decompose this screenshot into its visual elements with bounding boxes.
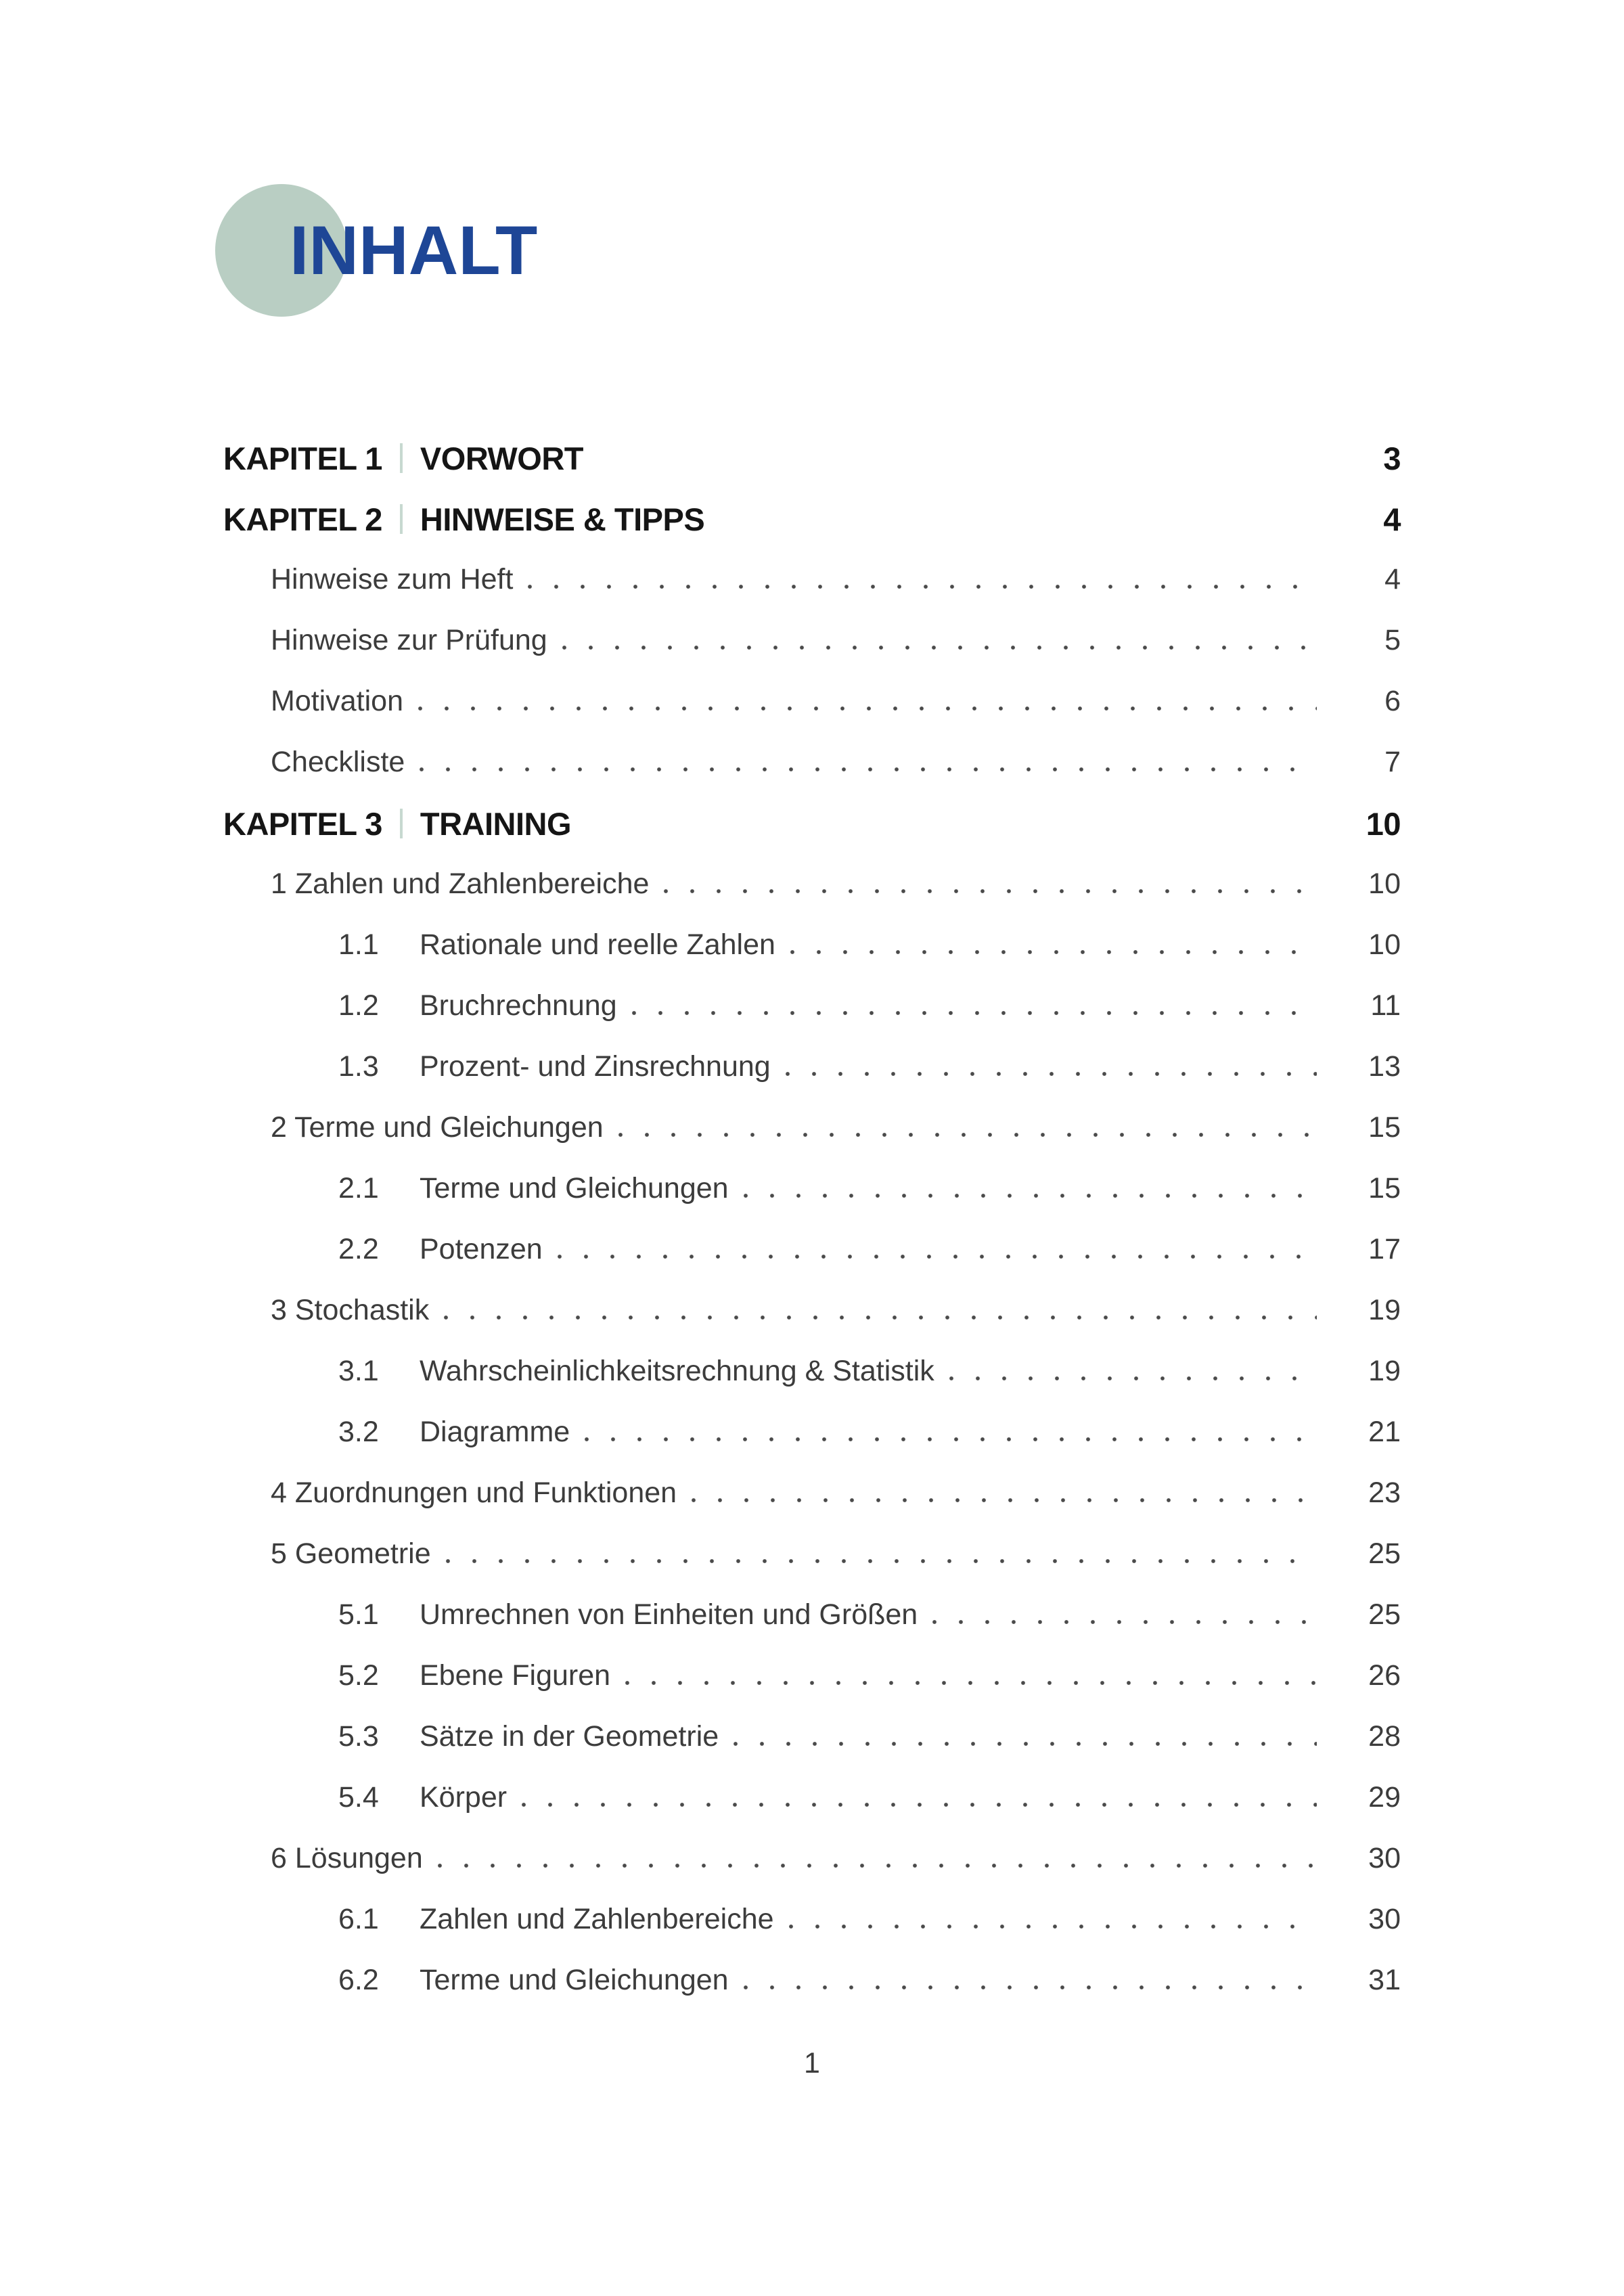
chapter-label: KAPITEL 1 [223,440,382,476]
subsection-title: Terme und Gleichungen [420,1964,729,1996]
subsection-page-number: 31 [1368,1964,1401,1996]
dot-leader [444,1315,1317,1320]
subsection-page-number: 29 [1368,1781,1401,1814]
subsection-title: Potenzen [420,1233,543,1265]
chapter-divider-bar [400,809,403,838]
subsection-page-number: 19 [1368,1355,1401,1387]
dot-leader [949,1376,1317,1380]
subsection-title: Rationale und reelle Zahlen [420,928,775,961]
section-page-number: 4 [1384,563,1401,595]
dot-leader [932,1620,1317,1624]
toc-subsection-row [223,1720,1401,1754]
section-page-number: 30 [1368,1842,1401,1874]
subsection-number: 1.3 [338,1050,379,1083]
toc-section-row [223,1537,1401,1571]
subsection-page-number: 10 [1368,928,1401,961]
section-title: Motivation [271,685,403,717]
subsection-number: 3.1 [338,1355,379,1387]
chapter-page-number: 10 [1366,805,1401,842]
chapter-divider-bar [400,504,403,534]
section-page-number: 19 [1368,1294,1401,1326]
section-title: Checkliste [271,746,405,778]
subsection-number: 2.2 [338,1233,379,1265]
toc-subsection-row [223,928,1401,962]
toc-subsection-row [223,1050,1401,1084]
subsection-title: Prozent- und Zinsrechnung [420,1050,771,1083]
section-title: 3 Stochastik [271,1294,430,1326]
subsection-page-number: 15 [1368,1172,1401,1205]
toc-chapter-row [223,441,1401,475]
subsection-page-number: 11 [1370,989,1401,1022]
subsection-title: Wahrscheinlichkeitsrechnung & Statistik [420,1355,934,1387]
section-page-number: 6 [1384,685,1401,717]
dot-leader [446,1559,1317,1563]
toc-chapter-row [223,807,1401,840]
subsection-number: 5.2 [338,1659,379,1692]
dot-leader [786,1072,1317,1076]
dot-leader [558,1255,1317,1259]
section-title: Hinweise zur Prüfung [271,624,547,656]
subsection-number: 5.4 [338,1781,379,1814]
section-title: 4 Zuordnungen und Funktionen [271,1477,677,1509]
dot-leader [692,1498,1317,1502]
toc-section-row [223,1477,1401,1510]
subsection-number: 2.1 [338,1172,379,1205]
toc-section-row [223,1111,1401,1145]
subsection-number: 6.1 [338,1903,379,1935]
dot-leader [618,1133,1317,1137]
chapter-label: KAPITEL 3 [223,805,382,842]
section-title: Hinweise zum Heft [271,563,514,595]
page-title: INHALT [290,211,538,289]
toc-chapter-row [223,502,1401,536]
toc-subsection-row [223,1659,1401,1693]
subsection-title: Umrechnen von Einheiten und Größen [420,1598,918,1631]
dot-leader [664,889,1317,893]
subsection-number: 5.3 [338,1720,379,1753]
dot-leader [734,1742,1317,1746]
toc-subsection-row [223,1233,1401,1267]
subsection-title: Körper [420,1781,508,1814]
subsection-page-number: 21 [1368,1416,1401,1448]
section-page-number: 7 [1384,746,1401,778]
subsection-number: 5.1 [338,1598,379,1631]
toc-section-row [223,563,1401,597]
dot-leader [744,1194,1317,1198]
toc-subsection-row [223,989,1401,1023]
chapter-page-number: 4 [1383,501,1401,537]
toc-subsection-row [223,1781,1401,1815]
subsection-title: Ebene Figuren [420,1659,611,1692]
section-page-number: 10 [1368,868,1401,900]
subsection-title: Bruchrechnung [420,989,617,1022]
section-title: 1 Zahlen und Zahlenbereiche [271,868,650,900]
toc-section-row [223,1294,1401,1328]
dot-leader [790,950,1317,954]
dot-leader [789,1924,1317,1929]
toc-section-row [223,624,1401,658]
toc-list [223,415,1401,2025]
dot-leader [562,646,1317,650]
section-page-number: 25 [1368,1537,1401,1570]
page-number: 1 [804,2047,820,2079]
dot-leader [744,1985,1317,1989]
dot-leader [528,585,1317,589]
toc-subsection-row [223,1598,1401,1632]
dot-leader [585,1437,1317,1441]
toc-subsection-row [223,1903,1401,1937]
subsection-title: Zahlen und Zahlenbereiche [420,1903,774,1935]
subsection-page-number: 30 [1368,1903,1401,1935]
chapter-label: KAPITEL 2 [223,501,382,537]
toc-section-row [223,685,1401,719]
chapter-title: HINWEISE & TIPPS [420,501,705,537]
dot-leader [632,1011,1317,1015]
section-title: 5 Geometrie [271,1537,431,1570]
toc-subsection-row [223,1355,1401,1389]
subsection-page-number: 13 [1368,1050,1401,1083]
toc-section-row [223,1842,1401,1876]
chapter-title: VORWORT [420,440,583,476]
dot-leader [522,1803,1317,1807]
dot-leader [438,1864,1317,1868]
subsection-page-number: 17 [1368,1233,1401,1265]
subsection-page-number: 26 [1368,1659,1401,1692]
toc-section-row [223,868,1401,901]
toc-section-row [223,746,1401,780]
section-page-number: 15 [1368,1111,1401,1144]
subsection-number: 1.2 [338,989,379,1022]
subsection-number: 1.1 [338,928,379,961]
subsection-title: Terme und Gleichungen [420,1172,729,1205]
subsection-number: 3.2 [338,1416,379,1448]
subsection-title: Sätze in der Geometrie [420,1720,719,1753]
chapter-divider-bar [400,443,403,473]
subsection-number: 6.2 [338,1964,379,1996]
section-title: 2 Terme und Gleichungen [271,1111,604,1144]
subsection-page-number: 28 [1368,1720,1401,1753]
section-title: 6 Lösungen [271,1842,423,1874]
dot-leader [418,706,1317,711]
page-footer [0,2047,1624,2080]
chapter-title: TRAINING [420,805,572,842]
dot-leader [420,767,1317,771]
subsection-page-number: 25 [1368,1598,1401,1631]
dot-leader [625,1681,1317,1685]
toc-subsection-row [223,1172,1401,1206]
subsection-title: Diagramme [420,1416,570,1448]
chapter-page-number: 3 [1383,440,1401,476]
section-page-number: 5 [1384,624,1401,656]
section-page-number: 23 [1368,1477,1401,1509]
toc-subsection-row [223,1964,1401,1998]
toc-subsection-row [223,1416,1401,1449]
